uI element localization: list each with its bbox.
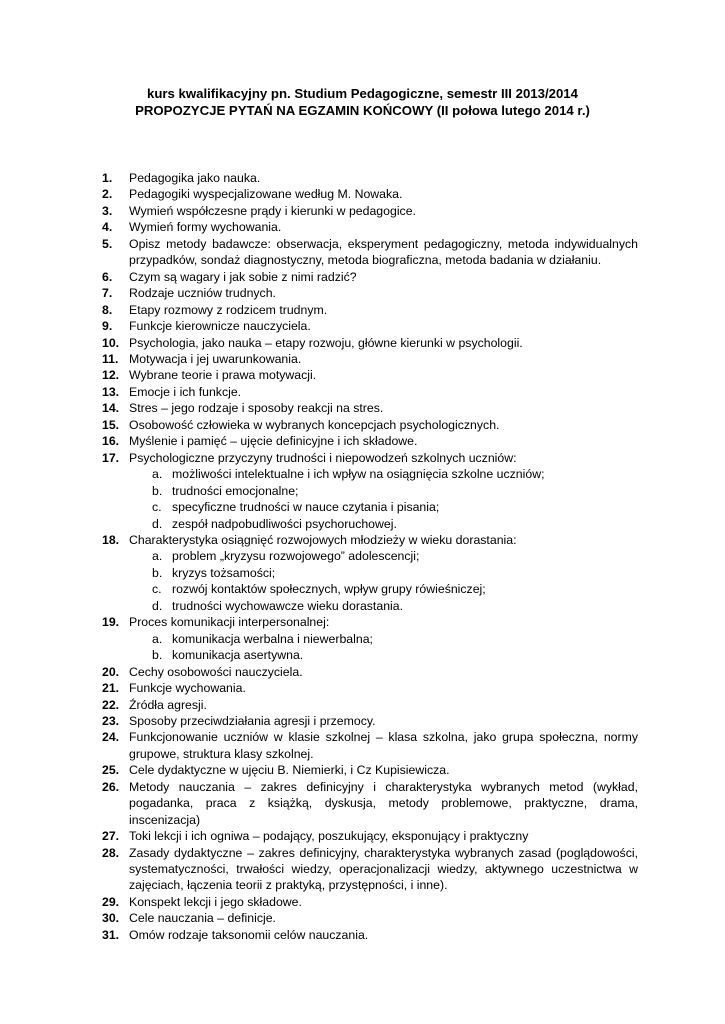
sub-question-list [129, 466, 638, 532]
sub-question-letter: d. [152, 598, 163, 613]
question-number: 31. [102, 927, 120, 942]
sub-question-item [152, 581, 638, 597]
question-number: 23. [102, 713, 120, 728]
question-item [92, 697, 638, 713]
sub-question-item [152, 647, 638, 663]
question-text: Wymień formy wychowania. [129, 220, 282, 235]
question-text: Cele nauczania – definicje. [129, 911, 276, 926]
question-number: 14. [102, 401, 120, 416]
question-number: 21. [102, 681, 120, 696]
question-item [92, 417, 638, 433]
question-item [92, 614, 638, 663]
question-item [92, 351, 638, 367]
question-number: 29. [102, 894, 120, 909]
question-item [92, 367, 638, 383]
question-item [92, 285, 638, 301]
sub-question-text: możliwości intelektualne i ich wpływ na osiągnięcia szkolne uczniów; [172, 467, 545, 482]
question-number: 15. [102, 417, 120, 432]
question-text: Funkcje kierownicze nauczyciela. [129, 319, 311, 334]
question-number: 1. [102, 171, 113, 185]
sub-question-item [152, 565, 638, 581]
question-number: 11. [102, 351, 119, 366]
question-text: Konspekt lekcji i jego składowe. [129, 894, 302, 909]
question-item [92, 450, 638, 532]
question-text: Proces komunikacji interpersonalnej: [129, 615, 330, 630]
question-number: 16. [102, 434, 120, 449]
question-item [92, 779, 638, 828]
question-text: Etapy rozmowy z rodzicem trudnym. [129, 302, 328, 317]
question-text: Emocje i ich funkcje. [129, 384, 242, 399]
question-text: Pedagogiki wyspecjalizowane według M. Nowaka. [129, 187, 403, 202]
question-item [92, 236, 638, 269]
sub-question-item [152, 631, 638, 647]
question-item [92, 384, 638, 400]
question-number: 28. [102, 845, 120, 860]
question-number: 6. [102, 269, 113, 284]
question-item [92, 894, 638, 910]
question-item [92, 335, 638, 351]
sub-question-text: zespół nadpobudliwości psychoruchowej. [172, 516, 397, 531]
question-number: 4. [102, 220, 113, 235]
sub-question-item [152, 483, 638, 499]
question-text: Stres – jego rodzaje i sposoby reakcji na stres. [129, 401, 384, 416]
question-text: Wybrane teorie i prawa motywacji. [129, 368, 317, 383]
question-text: Pedagogika jako nauka. [129, 171, 261, 185]
question-item [92, 433, 638, 449]
question-item [92, 400, 638, 416]
sub-question-letter: b. [152, 648, 163, 663]
course-title: kurs kwalifikacyjny pn. Studium Pedagogiczne, semestr III 2013/2014 [147, 86, 578, 101]
question-item [92, 219, 638, 235]
document-header [0, 85, 725, 119]
question-text: Cechy osobowości nauczyciela. [129, 664, 303, 679]
question-number: 12. [102, 368, 120, 383]
question-number: 20. [102, 664, 120, 679]
question-item [92, 828, 638, 844]
question-number: 2. [102, 187, 113, 202]
question-item [92, 318, 638, 334]
question-text: Charakterystyka osiągnięć rozwojowych młodzieży w wieku dorastania: [129, 532, 517, 547]
question-number: 22. [102, 697, 120, 712]
question-text: Cele dydaktyczne w ujęciu B. Niemierki, i Cz Kupisiewicza. [129, 763, 450, 778]
sub-question-letter: a. [152, 549, 163, 564]
sub-question-text: komunikacja werbalna i niewerbalna; [172, 631, 373, 646]
sub-question-text: komunikacja asertywna. [172, 648, 304, 663]
sub-question-list [129, 548, 638, 614]
sub-question-item [152, 548, 638, 564]
exam-title: PROPOZYCJE PYTAŃ NA EGZAMIN KOŃCOWY (II połowa lutego 2014 r.) [135, 103, 590, 118]
sub-question-letter: c. [152, 500, 162, 515]
sub-question-item [152, 466, 638, 482]
question-text: Rodzaje uczniów trudnych. [129, 286, 276, 301]
question-text: Myślenie i pamięć – ujęcie definicyjne i ich składowe. [129, 434, 418, 449]
question-text: Funkcje wychowania. [129, 681, 246, 696]
question-number: 3. [102, 203, 113, 218]
sub-question-text: problem „kryzysu rozwojowego” adolescencji; [172, 549, 420, 564]
question-text: Funkcjonowanie uczniów w klasie szkolnej – klasa szkolna, jako grupa społeczna, normy grupowe, struktura klasy szkolnej. [129, 730, 638, 761]
sub-question-text: trudności emocjonalne; [172, 483, 299, 498]
question-item [92, 713, 638, 729]
question-number: 9. [102, 319, 113, 334]
question-text: Psychologia, jako nauka – etapy rozwoju, główne kierunki w psychologii. [129, 335, 523, 350]
sub-question-letter: b. [152, 483, 163, 498]
questions-list [92, 170, 638, 943]
question-number: 17. [102, 450, 120, 465]
question-text: Toki lekcji i ich ogniwa – podający, poszukujący, eksponujący i praktyczny [129, 829, 529, 844]
question-item [92, 910, 638, 926]
question-text: Zasady dydaktyczne – zakres definicyjny, charakterystyka wybranych zasad (poglądowości, systematyczności, trwałości wiedzy, operacjonalizacji wiedzy, aktywnego uczestnictwa w zajęciach, łączenia teorii z praktyką, przystępności, i inne). [129, 845, 638, 893]
question-item [92, 203, 638, 219]
question-text: Wymień współczesne prądy i kierunki w pedagogice. [129, 203, 416, 218]
question-text: Czym są wagary i jak sobie z nimi radzić? [129, 269, 357, 284]
question-item [92, 302, 638, 318]
question-number: 24. [102, 730, 120, 745]
question-item [92, 532, 638, 614]
sub-question-text: rozwój kontaktów społecznych, wpływ grupy rówieśniczej; [172, 582, 486, 597]
question-number: 7. [102, 286, 113, 301]
question-number: 27. [102, 829, 120, 844]
question-number: 18. [102, 532, 120, 547]
sub-question-text: trudności wychowawcze wieku dorastania. [172, 598, 404, 613]
question-number: 13. [102, 384, 120, 399]
question-item [92, 845, 638, 894]
sub-question-item [152, 499, 638, 515]
question-number: 19. [102, 615, 120, 630]
question-text: Psychologiczne przyczyny trudności i niepowodzeń szkolnych uczniów: [129, 450, 517, 465]
sub-question-item [152, 598, 638, 614]
question-text: Motywacja i jej uwarunkowania. [129, 351, 302, 366]
sub-question-text: specyficzne trudności w nauce czytania i pisania; [172, 500, 440, 515]
sub-question-text: kryzys tożsamości; [172, 565, 276, 580]
sub-question-letter: b. [152, 565, 163, 580]
sub-question-letter: a. [152, 467, 163, 482]
question-item [92, 729, 638, 762]
question-number: 25. [102, 763, 120, 778]
question-number: 30. [102, 911, 120, 926]
question-number: 5. [102, 236, 113, 251]
question-text: Źródła agresji. [129, 697, 207, 712]
question-text: Opisz metody badawcze: obserwacja, eksperyment pedagogiczny, metoda indywidualnych przypadków, sondaż diagnostyczny, metoda biograficzna, metoda badania w działaniu. [129, 236, 638, 268]
question-item [92, 269, 638, 285]
question-text: Sposoby przeciwdziałania agresji i przemocy. [129, 713, 376, 728]
question-item [92, 680, 638, 696]
question-item [92, 927, 638, 943]
sub-question-letter: c. [152, 582, 162, 597]
question-item [92, 170, 638, 186]
question-item [92, 664, 638, 680]
sub-question-item [152, 516, 638, 532]
question-item [92, 186, 638, 202]
question-text: Osobowość człowieka w wybranych koncepcjach psychologicznych. [129, 417, 500, 432]
sub-question-letter: a. [152, 631, 163, 646]
question-text: Metody nauczania – zakres definicyjny i charakterystyka wybranych metod (wykład, pogadanka, praca z książką, dyskusja, metody problemowe, praktyczne, drama, inscenizacja) [129, 779, 638, 827]
question-number: 10. [102, 335, 120, 350]
sub-question-letter: d. [152, 516, 163, 531]
question-number: 26. [102, 779, 120, 794]
question-text: Omów rodzaje taksonomii celów nauczania. [129, 927, 369, 942]
question-number: 8. [102, 302, 113, 317]
question-item [92, 762, 638, 778]
sub-question-list [129, 631, 638, 664]
